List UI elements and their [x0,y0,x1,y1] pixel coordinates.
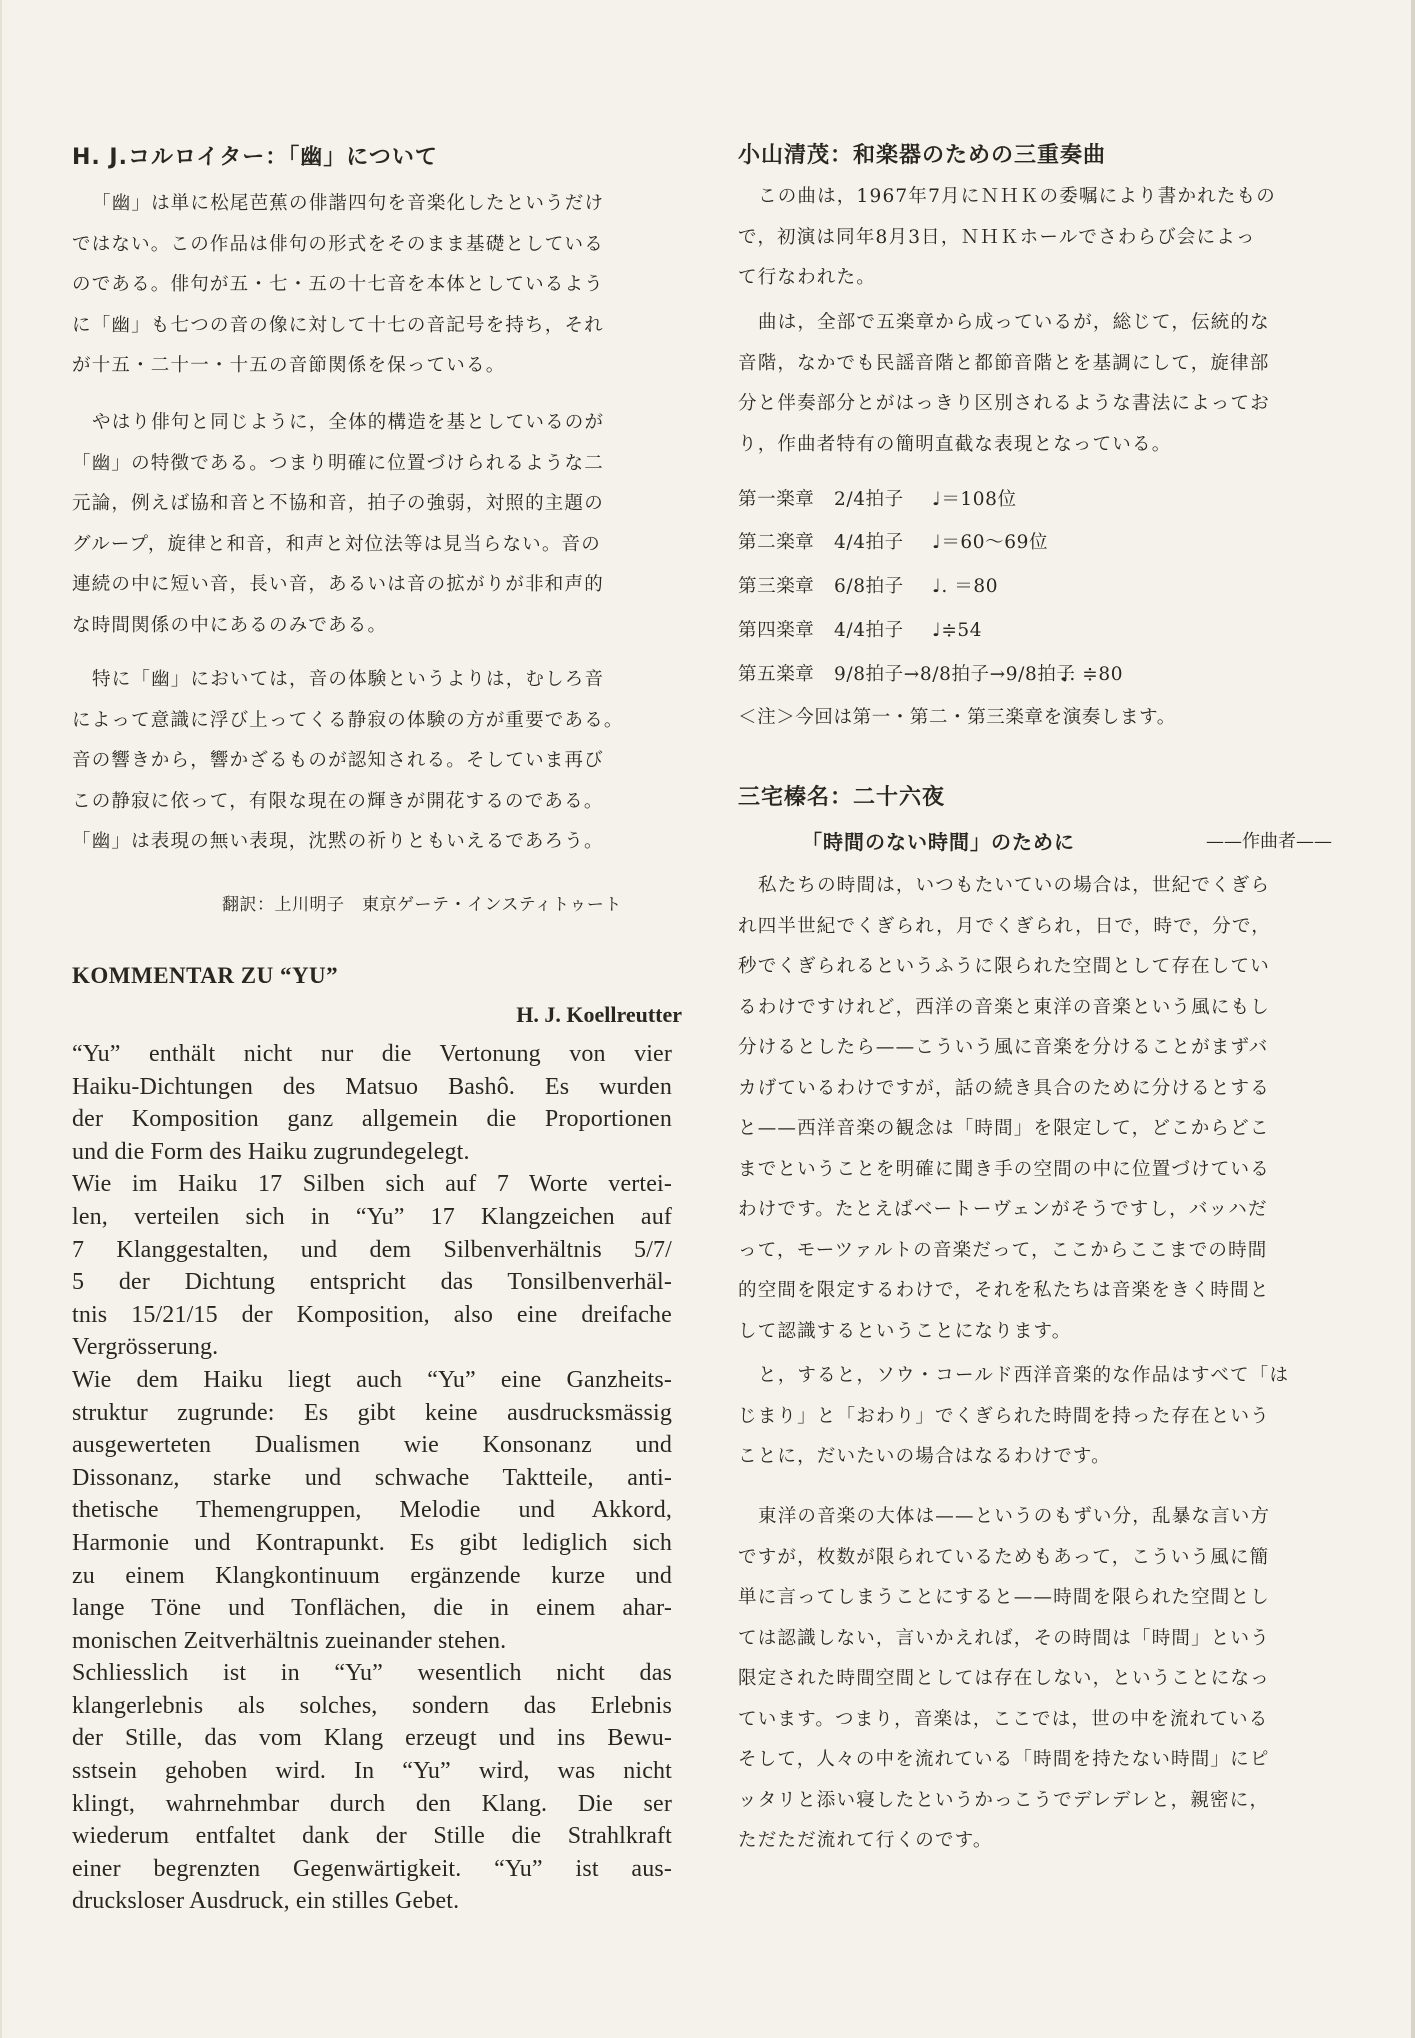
text-line: ただただ流れて行くのです。 [738,1830,993,1851]
koyama-paragraph-1 [738,177,1276,299]
text-line: 「幽」は単に松尾芭蕉の俳諧四句を音楽化したというだけ [92,193,605,214]
text-line: が十五・二十一・十五の音節関係を保っている。 [72,355,506,376]
text-line: Wie im Haiku 17 Silben sich auf 7 Worte vertei- [72,1171,672,1198]
movement-row [738,485,1017,511]
text-line: ています。つまり，音楽は，ここでは，世の中を流れている [738,1708,1269,1730]
text-line: wiederum entfaltet dank der Stille die Strahlkraft [72,1823,672,1850]
text-line: によって意識に浮び上ってくる静寂の体験の方が重要である。 [72,709,624,731]
miyake-heading: 三宅榛名：二十六夜 [738,785,946,810]
movement-time: 9/8拍子→8/8拍子→9/8拍子 [834,664,1076,685]
movement-tempo: ♩＝60～69位 [932,532,1049,553]
text-line: 秒でくぎられるというふうに限られた空間として存在してい [738,956,1270,977]
text-line: 「幽」は表現の無い表現，沈黙の祈りともいえるであろう。 [72,831,604,852]
text-line: 元論，例えば協和音と不協和音，拍子の強弱，対照的主題の [72,493,604,514]
movement-name: 第五楽章 [738,664,815,685]
text-line: lange Töne und Tonflächen, die in einem ahar- [72,1595,672,1622]
miyake-author: ——作曲者—— [1206,831,1332,852]
text-line: 7 Klanggestalten, und dem Silbenverhältnis 5/7/ [72,1236,672,1263]
text-line: len, verteilen sich in “Yu” 17 Klangzeichen auf [72,1203,672,1230]
text-line: して認識するということになります。 [738,1320,1072,1342]
text-line: 5 der Dichtung entspricht das Tonsilbenverhäl- [72,1269,672,1296]
text-line: struktur zugrunde: Es gibt keine ausdrucksmässig [72,1399,672,1426]
text-line: グループ，旋律と和音，和声と対位法等は見当らない。音の [72,533,601,555]
text-line: der Komposition ganz allgemein die Proportionen [72,1106,672,1133]
text-line: 東洋の音楽の大体は——というのもずい分，乱暴な言い方 [758,1506,1271,1527]
text-line: und die Form des Haiku zugrundegelegt. [72,1138,470,1165]
movement-name: 第三楽章 [738,576,815,597]
jp-paragraph-1 [72,184,604,387]
text-line: 限定された時間空間としては存在しない，ということになっ [738,1668,1270,1689]
text-line: Wie dem Haiku liegt auch “Yu” eine Ganzheits- [72,1366,672,1393]
text-line: ことに，だいたいの場合はなるわけです。 [738,1446,1111,1467]
text-line: drucksloser Ausdruck, ein stilles Gebet. [72,1888,460,1915]
text-line: Dissonanz, starke und schwache Taktteile, anti- [72,1464,672,1491]
text-line: ausgewerteten Dualismen wie Konsonanz und [72,1432,672,1459]
text-line: ては認識しない，言いかえれば，その時間は「時間」という [738,1627,1270,1649]
de-heading: KOMMENTAR ZU “YU” [72,963,339,988]
text-line: と，すると，ソウ・コールド西洋音楽的な作品はすべて「は [758,1365,1290,1386]
text-line: て行なわれた。 [738,267,876,288]
text-line: ですが，枚数が限られているためもあって，こういう風に簡 [738,1546,1270,1568]
miyake-paragraph-1 [738,866,1271,1352]
text-line: klangerlebnis als solches, sondern das Erlebnis [72,1692,672,1719]
text-line: Schliesslich ist in “Yu” wesentlich nicht das [72,1660,672,1687]
movement-row [738,616,982,642]
text-line: 的空間を限定するわけで，それを私たちは音楽をきく時間と [738,1280,1270,1301]
text-line: な時間関係の中にあるのみである。 [72,614,388,636]
text-line: わけです。たとえばベートーヴェンがそうですし，バッハだ [738,1199,1268,1220]
miyake-paragraph-2 [738,1356,1289,1478]
miyake-paragraph-3 [738,1497,1270,1862]
text-line: 分けるとしたら——こういう風に音楽を分けることがまずバ [738,1037,1269,1058]
movement-tempo: ♩. ＝80 [932,576,999,597]
text-line: 曲は，全部で五楽章から成っているが，総じて，伝統的な [758,312,1270,333]
movement-row [738,572,998,598]
text-line: までということを明確に聞き手の空間の中に位置づけている [738,1158,1270,1180]
text-line: 特に「幽」においては，音の体験というよりは，むしろ音 [92,669,605,690]
miyake-subtitle: 「時間のない時間」のために [802,830,1075,854]
movement-row [738,660,1123,686]
text-line: るわけですけれど，西洋の音楽と東洋の音楽という風にもし [738,996,1270,1018]
page-edge [1411,0,1415,2038]
text-line: この曲は，1967年7月にＮＨＫの委嘱により書かれたもの [758,186,1276,207]
movement-tempo: ♩≑54 [932,620,983,641]
performance-note: ＜注＞今回は第一・第二・第三楽章を演奏します。 [738,707,1176,728]
text-line: 音階，なかでも民謡音階と都節音階とを基調にして，旋律部 [738,352,1270,374]
text-line: ではない。この作品は俳句の形式をそのまま基礎としている [72,233,604,255]
text-line: と——西洋音楽の観念は「時間」を限定して，どこからどこ [738,1118,1270,1139]
movement-row [738,528,1048,554]
movement-time: 6/8拍子 [834,576,904,597]
text-line: ッタリと添い寝したというかっこうでデレデレと，親密に， [738,1789,1270,1811]
text-line: 分と伴奏部分とがはっきり区別されるような書法によってお [738,393,1270,414]
text-line: Harmonie und Kontrapunkt. Es gibt lediglich sich [72,1529,672,1556]
text-line: じまり」と「おわり」でくぎられた時間を持った存在という [738,1405,1270,1427]
jp-paragraph-3 [72,660,624,863]
text-line: そして，人々の中を流れている「時間を持たない時間」にピ [738,1749,1270,1770]
text-line: 連続の中に短い音，長い音，あるいは音の拡がりが非和声的 [72,574,604,595]
movement-name: 第二楽章 [738,532,815,553]
text-line: “Yu” enthält nicht nur die Vertonung von vier [72,1041,672,1067]
text-line: カげているわけですが，話の続き具合のために分けるとする [738,1077,1270,1099]
translator-credit: 翻訳：上川明子 東京ゲーテ・インスティトゥート [222,895,622,915]
text-line: zu einem Klangkontinuum ergänzende kurze und [72,1562,672,1589]
text-line: やはり俳句と同じように，全体的構造を基としているのが [92,412,605,433]
text-line: り，作曲者特有の簡明直截な表現となっている。 [738,433,1172,455]
text-line: einer begrenzten Gegenwärtigkeit. “Yu” ist aus- [72,1855,672,1882]
text-line: この静寂に依って，有限な現在の輝きが開花するのである。 [72,790,604,812]
movement-time: 4/4拍子 [834,620,904,641]
koellreutter-jp-heading: H. J.コルロイター：「幽」について [72,145,438,170]
text-line: って，モーツァルトの音楽だって，ここからここまでの時間 [738,1239,1268,1261]
text-line: monischen Zeitverhältnis zueinander stehen. [72,1627,507,1654]
jp-paragraph-2 [72,403,604,646]
movement-time: 2/4拍子 [834,489,904,510]
koyama-paragraph-2 [738,303,1270,465]
text-line: れ四半世紀でくぎられ，月でくぎられ，日で，時で，分で， [738,915,1272,937]
text-line: klingt, wahrnehmbar durch den Klang. Die ser [72,1790,672,1817]
movement-tempo: ♩. ≑80 [1060,664,1124,685]
text-line: Vergrösserung. [72,1334,219,1361]
de-author: H. J. Koellreutter [516,1002,682,1027]
movement-name: 第一楽章 [738,489,815,510]
text-line: thetische Themengruppen, Melodie und Akkord, [72,1497,672,1524]
text-line: 私たちの時間は，いつもたいていの場合は，世紀でくぎら [758,875,1271,896]
text-line: 単に言ってしまうことにすると——時間を限られた空間とし [738,1587,1270,1608]
text-line: sstsein gehoben wird. In “Yu” wird, was nicht [72,1758,672,1785]
text-line: のである。俳句が五・七・五の十七音を本体としているよう [72,274,604,295]
text-line: 音の響きから，響かざるものが認知される。そしていま再び [72,750,604,771]
text-line: Haiku-Dichtungen des Matsuo Bashô. Es wurden [72,1073,672,1100]
de-body [72,1038,672,1918]
text-line: tnis 15/21/15 der Komposition, also eine dreifache [72,1301,672,1328]
text-line: に「幽」も七つの音の像に対して十七の音記号を持ち，それ [72,314,604,336]
movement-tempo: ♩＝108位 [932,489,1017,510]
binding-edge [0,0,2,2038]
movement-time: 4/4拍子 [834,532,904,553]
koyama-heading: 小山清茂：和楽器のための三重奏曲 [738,143,1107,168]
text-line: で，初演は同年8月3日，ＮＨＫホールでさわらび会によっ [738,226,1256,248]
text-line: 「幽」の特徴である。つまり明確に位置づけられるような二 [72,452,604,474]
movement-name: 第四楽章 [738,620,815,641]
text-line: der Stille, das vom Klang erzeugt und ins Bewu- [72,1725,672,1752]
